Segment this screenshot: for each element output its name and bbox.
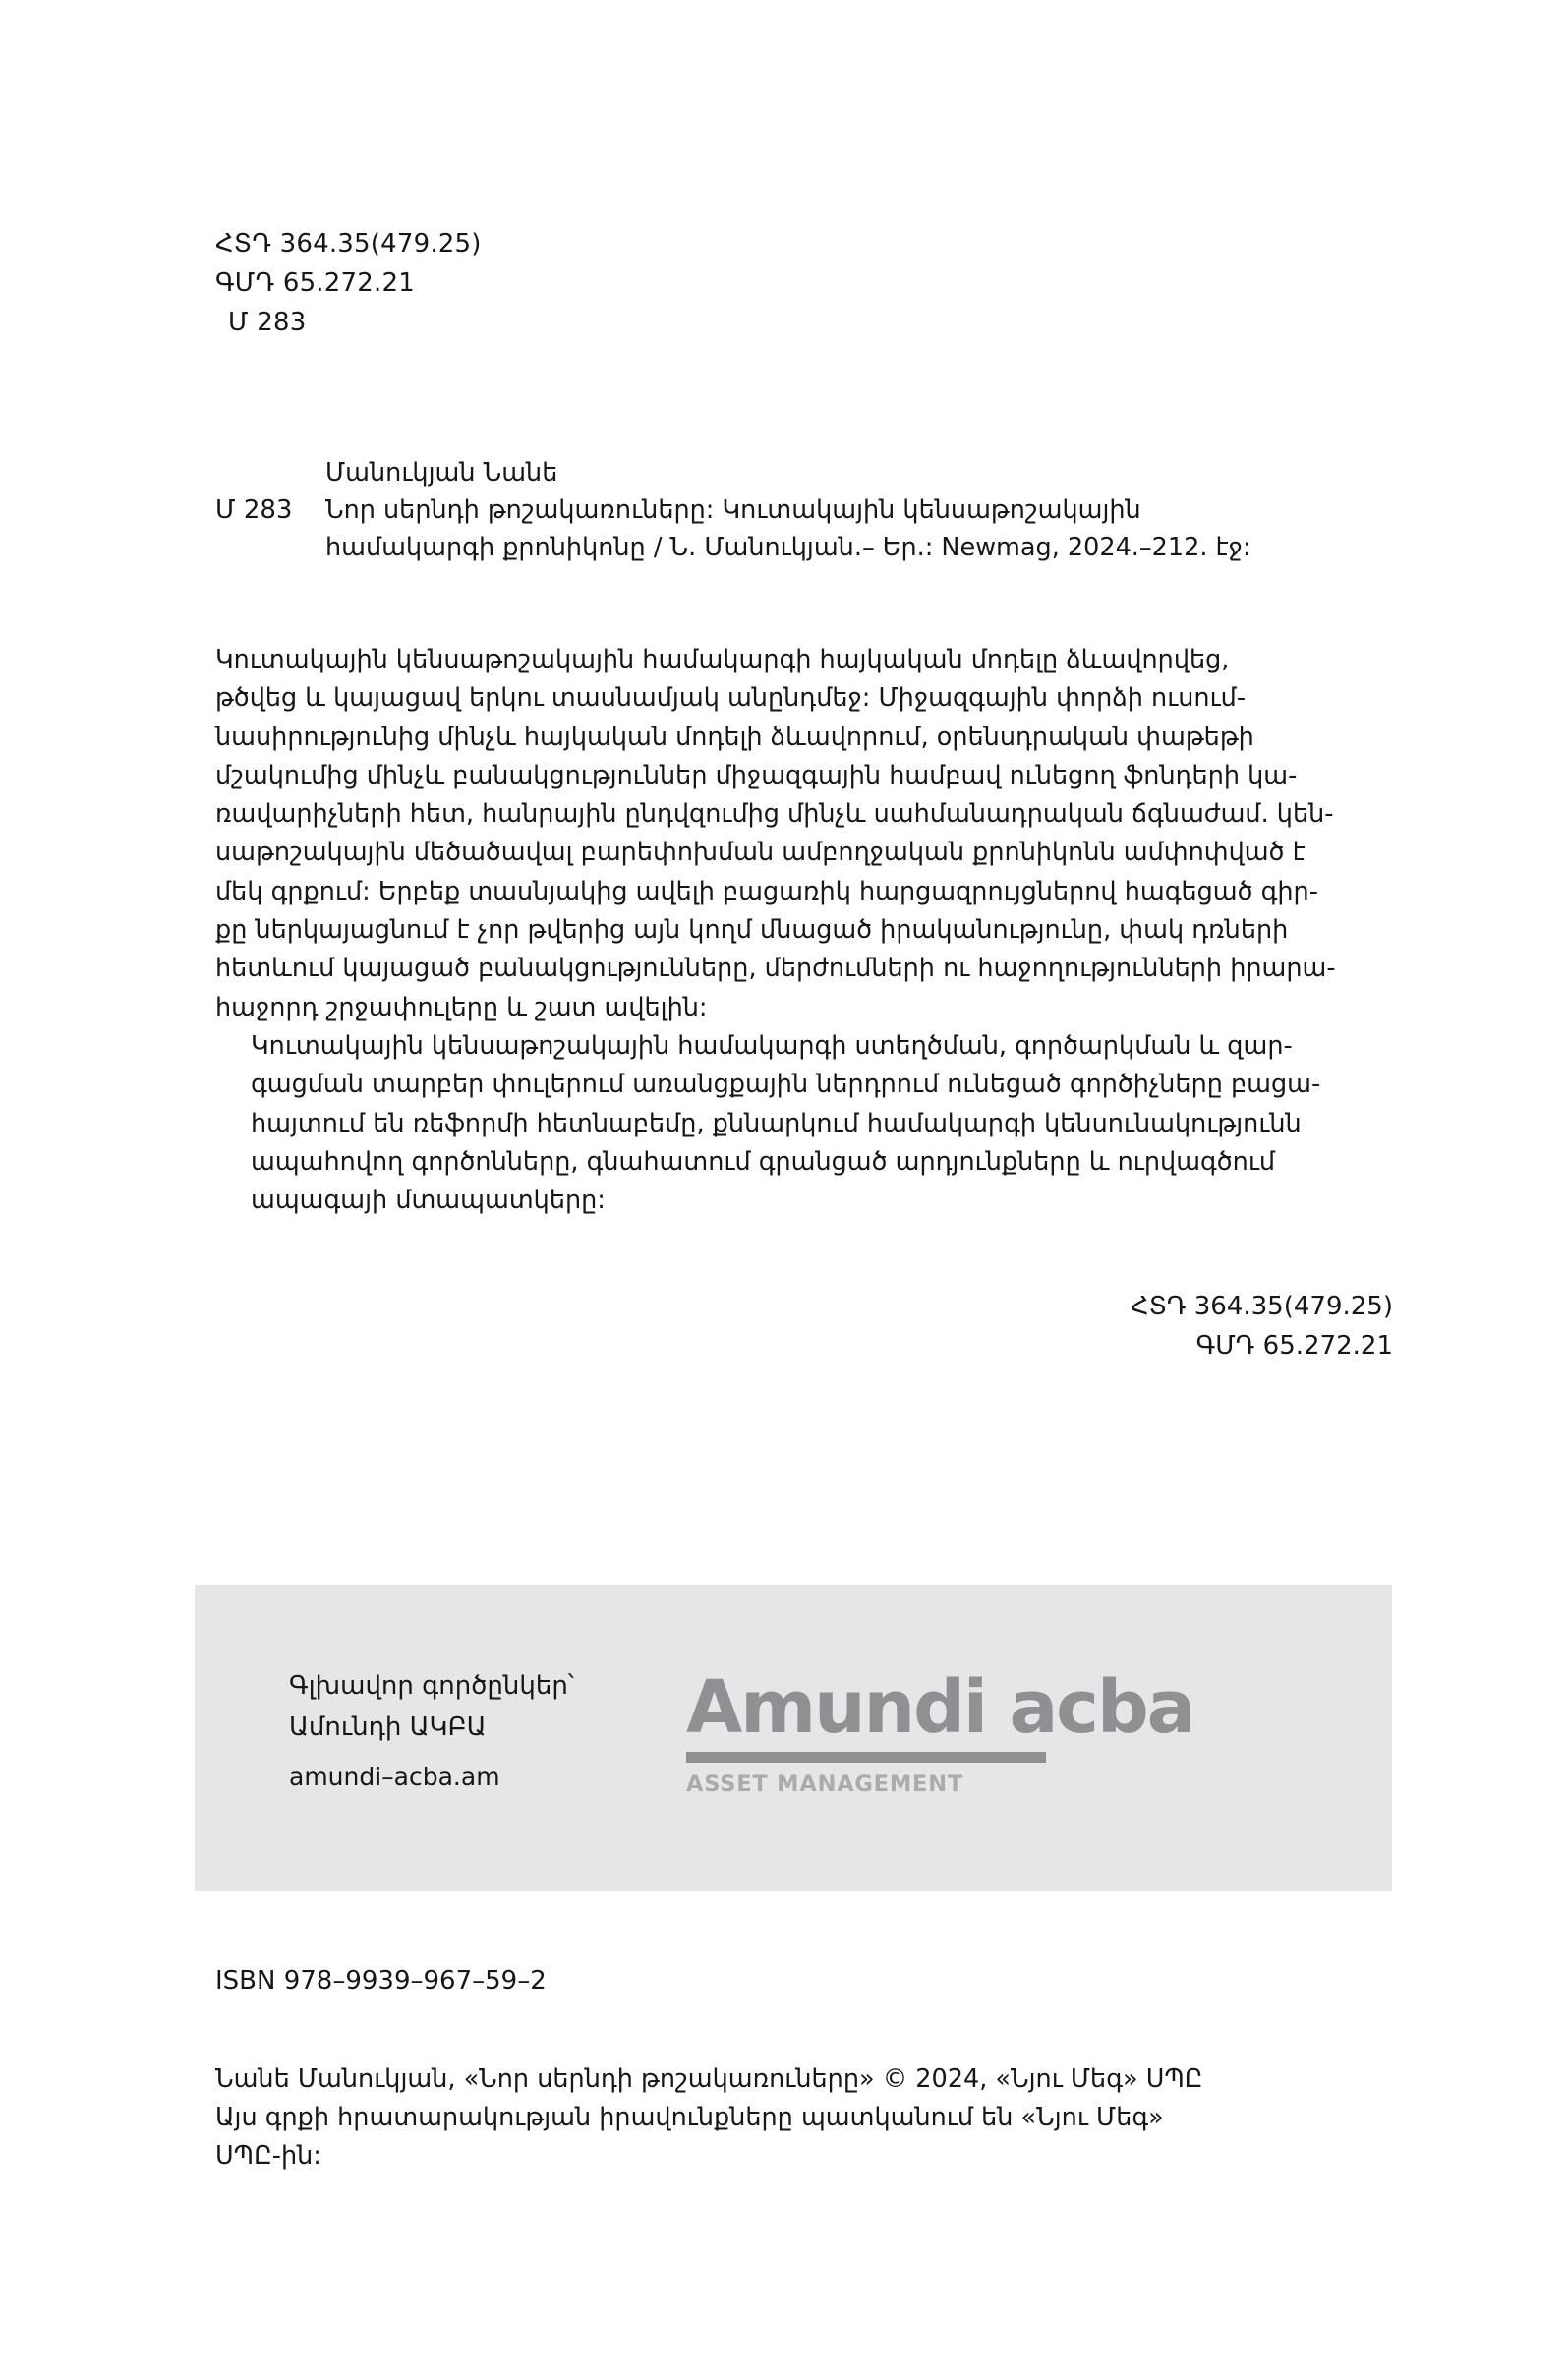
udc-code-bottom: ՀՏԴ 364.35(479.25) bbox=[1130, 1292, 1393, 1321]
biblio-body bbox=[325, 454, 1405, 566]
logo-underline-rule bbox=[686, 1752, 1046, 1763]
abstract-line: հաջորդ շրջափուլերը և շատ ավելին: bbox=[215, 992, 708, 1022]
abstract-line: թծվեց և կայացավ երկու տասնամյակ անընդմեջ: Միջազգային փորձի ուսում- bbox=[215, 683, 1247, 714]
sponsor-details bbox=[289, 1665, 574, 1798]
abstract-paragraph-2 bbox=[215, 1027, 1393, 1220]
abstract-line: Կուտակային կենսաթոշակային համակարգի ստեղծման, գործարկման և զար- bbox=[251, 1030, 1293, 1061]
biblio-author-mark: Մ 283 bbox=[215, 495, 293, 525]
logo-tagline: ASSET MANAGEMENT bbox=[686, 1771, 963, 1797]
abstract-line: ապագայի մտապատկերը: bbox=[251, 1186, 606, 1216]
abstract-line: գացման տարբեր փուլերում առանցքային ներդրում ունեցած գործիչները բացա- bbox=[251, 1070, 1321, 1100]
udc-code-top: ՀՏԴ 364.35(479.25) bbox=[215, 229, 482, 259]
abstract-line: մեկ գրքում: Երբեք տասնյակից ավելի բացառիկ հարցազրույցներով հագեցած գիր- bbox=[215, 876, 1318, 906]
abstract-line: մշակումից մինչև բանակցություններ միջազգային համբավ ունեցող ֆոնդերի կա- bbox=[215, 760, 1298, 790]
sponsor-partner-name: Ամունդի ԱԿԲԱ bbox=[289, 1712, 487, 1742]
abstract-line: նասիրությունից մինչև հայկական մոդելի ձևավորում, օրենսդրական փաթեթի bbox=[215, 722, 1254, 752]
abstract-paragraph-1 bbox=[215, 641, 1393, 1027]
abstract-line: քը ներկայացնում է չոր թվերից այն կողմ մնացած իրականությունը, փակ դռների bbox=[215, 915, 1289, 946]
logo-wordmark: Amundi acba bbox=[686, 1665, 1194, 1750]
bibliographic-record bbox=[215, 454, 1405, 566]
biblio-title-line-2: համակարգի քրոնիկոնը / Ն. Մանուկյան.– Եր.: Newmag, 2024.–212. էջ: bbox=[325, 533, 1251, 562]
copyright-notice bbox=[215, 2061, 1405, 2176]
biblio-title-line-1: Նոր սերնդի թոշակառուները: Կուտակային կենսաթոշակային bbox=[325, 495, 1141, 525]
abstract-line: սաթոշակային մեծածավալ բարեփոխման ամբողջական քրոնիկոնն ամփոփված է bbox=[215, 838, 1306, 868]
abstract-line: ապահովող գործոնները, գնահատում գրանցած արդյունքները և ուրվագծում bbox=[251, 1146, 1276, 1177]
amundi-acba-logo bbox=[686, 1665, 1266, 1797]
bbk-code-top: ԳՄԴ 65.272.21 bbox=[215, 268, 415, 298]
bottom-classification-codes bbox=[215, 1287, 1393, 1365]
bbk-code-bottom: ԳՄԴ 65.272.21 bbox=[1195, 1331, 1393, 1361]
sponsor-website-link[interactable]: amundi–acba.am bbox=[289, 1763, 500, 1791]
author-mark-top: Մ 283 bbox=[228, 308, 307, 337]
copyright-line-1: Նանե Մանուկյան, «Նոր սերնդի թոշակառուները» © 2024, «Նյու Մեգ» ՍՊԸ bbox=[215, 2064, 1203, 2094]
copyright-line-2: Այս գրքի հրատարակության իրավունքները պատկանում են «Նյու Մեգ» bbox=[215, 2103, 1164, 2132]
isbn-line: ISBN 978–9939–967–59–2 bbox=[215, 1966, 547, 1996]
copyright-line-3: ՍՊԸ-ին: bbox=[215, 2141, 321, 2171]
abstract-line: ռավարիչների հետ, հանրային ընդվզումից մինչև սահմանադրական ճգնաժամ. կեն- bbox=[215, 799, 1334, 830]
abstract-line: Կուտակային կենսաթոշակային համակարգի հայկական մոդելը ձևավորվեց, bbox=[215, 645, 1230, 674]
top-classification-codes bbox=[215, 224, 482, 342]
abstract-line: հետևում կայացած բանակցությունները, մերժումների ու հաջողությունների իրարա- bbox=[215, 954, 1336, 984]
sponsor-partner-label: Գլխավոր գործընկեր՝ bbox=[289, 1671, 574, 1701]
sponsor-panel bbox=[195, 1585, 1392, 1891]
abstract-line: հայտում են ռեֆորմի հետնաբեմը, քննարկում համակարգի կենսունակությունն bbox=[251, 1108, 1302, 1138]
biblio-author: Մանուկյան Նանե bbox=[325, 458, 558, 488]
abstract-text bbox=[215, 641, 1393, 1220]
